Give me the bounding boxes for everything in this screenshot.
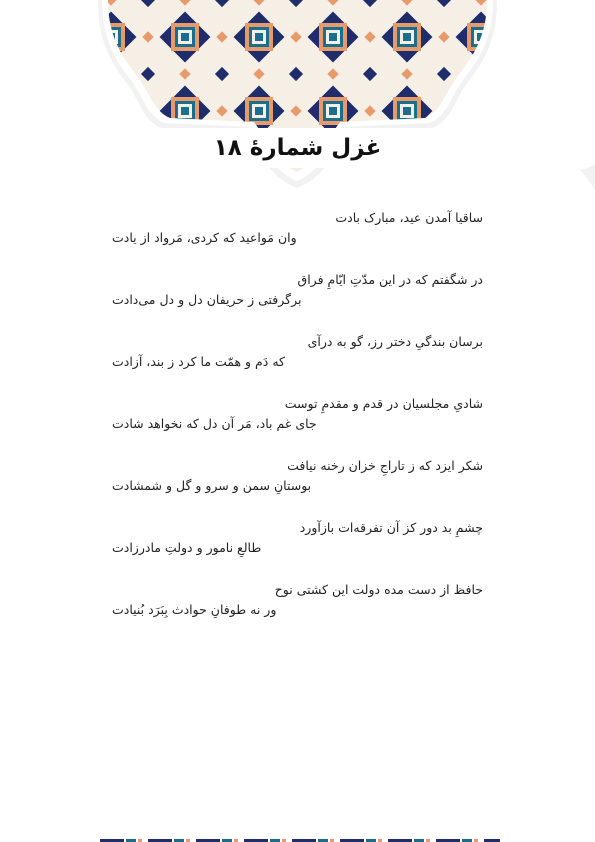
poem [112,208,483,642]
misra-second: طالعِ نامور و دولتِ مادرزادت [112,540,262,555]
tile-border-strip [0,828,595,842]
title-band [112,128,483,168]
bayt [112,518,483,580]
misra-first: شادیِ مجلسیان در قدم و مقدمِ توست [284,396,483,411]
page-title: غزل شمارهٔ ۱۸ [213,135,382,161]
bayt [112,456,483,518]
tile-arch-ornament [0,0,595,200]
misra-first: حافظ از دست مده دولت این کشتی نوح [274,582,483,597]
misra-first: برسان بندگیِ دختر رز، گو به درآی [307,334,483,349]
misra-first: چشمِ بد دور کز آن تفرقه‌ات بازآورد [299,520,483,535]
misra-second: وان مَواعید که کردی، مَرواد از یادت [112,230,297,245]
bayt [112,580,483,642]
misra-first: ساقیا آمدن عید، مبارک بادت [335,210,483,225]
bayt [112,208,483,270]
misra-second: ور نه طوفانِ حوادث بِبَرَد بُنیادت [112,602,277,617]
misra-second: که دَم و همّت ما کرد ز بند، آزادت [112,354,285,369]
bayt [112,394,483,456]
misra-first: در شگفتم که در این مدّتِ ایّامِ فراق [297,272,483,287]
bayt [112,332,483,394]
misra-second: برگرفتی ز حریفان دل و دل می‌دادت [112,292,302,307]
bayt [112,270,483,332]
misra-second: بوستانِ سمن و سرو و گل و شمشادت [112,478,312,493]
misra-second: جای غم باد، مَر آن دل که نخواهد شادت [112,416,317,431]
misra-first: شکر ایزد که ز تاراجِ خزان رخنه نیافت [287,458,483,473]
